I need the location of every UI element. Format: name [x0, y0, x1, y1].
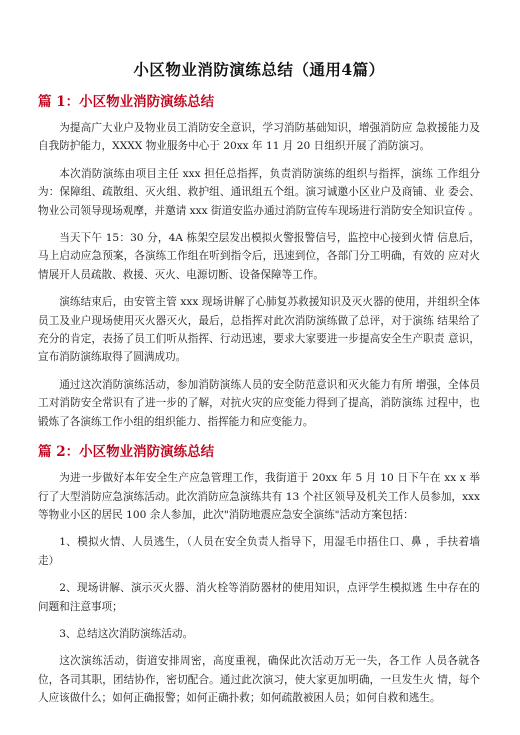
- section-1-paragraph-5: 通过这次消防演练活动，参加消防演练人员的安全防范意识和灭火能力有所 增强，全体员工对消防安全常识有了进一步的了解，对抗火灾的应变能力得到了提高，消防演练 过程中，也锻炼了各演练工作小组的组织能力、指挥能力和应变能力。: [38, 378, 480, 428]
- section-2-paragraph-5: 这次演练活动，街道安排周密，高度重视，确保此次活动万无一失，各工作 人员各就各位，各司其职，团结协作，密切配合。通过此次演习，使大家更加明确，一旦发生火 情，每个人应该做什么；如何正确报警；如何正确扑救；如何疏散被困人员；如何自救和逃生。: [38, 655, 480, 705]
- section-1-heading: 篇 1：小区物业消防演练总结: [38, 94, 215, 110]
- section-2-paragraph-4: 3、总结这次消防演练活动。: [59, 627, 194, 640]
- section-1-paragraph-3: 当天下午 15：30 分，4A 栋架空层发出模拟火警报警信号，监控中心接到火情 信息后，马上启动应急预案，各演练工作组在听到指令后，迅速到位，各部门分工明确，有效的 应对火情展开人员疏散、救援、灭火、电源切断、设备保障等工作。: [38, 232, 480, 281]
- document-title: 小区物业消防演练总结（通用4篇）: [133, 60, 385, 79]
- section-2: [38, 440, 480, 707]
- section-1: [38, 90, 480, 431]
- section-1-paragraph-4: 演练结束后，由安管主管 xxx 现场讲解了心肺复苏救援知识及灭火器的使用，并组织全体员工及业户现场使用灭火器灭火，最后，总指挥对此次消防演练做了总评，对于演练 结果给了充分的肯定，表扬了员工们听从指挥、行动迅速，要求大家要进一步提高安全生产职责 意识，宣布消防演练取得了圆满成功。: [38, 296, 480, 364]
- section-2-paragraph-1: 为进一步做好本年安全生产应急管理工作，我街道于 20xx 年 5 月 10 日下午在 xx x 举行了大型消防应急演练活动。此次消防应急演练共有 13 个社区领导及机关工作人员参加，xxx 等物业小区的居民 100 余人参加，此次"消防地震应急安全演练"活动方案包括：: [38, 472, 480, 521]
- section-1-paragraph-1: 为提高广大业户及物业员工消防安全意识，学习消防基础知识，增强消防应 急救援能力及自我防护能力，XXXX 物业服务中心于 20xx 年 11 月 20 日组织开展了消防演习。: [38, 122, 480, 153]
- section-2-heading: 篇 2：小区物业消防演练总结: [38, 444, 215, 461]
- section-2-paragraph-3: 2、现场讲解、演示灭火器、消火栓等消防器材的使用知识，点评学生模拟逃 生中存在的问题和注意事项；: [38, 582, 480, 613]
- section-2-paragraph-2: 1、模拟火情、人员逃生，（人员在安全负责人指导下，用湿毛巾捂住口、鼻 ，手扶着墙走）: [38, 536, 480, 567]
- section-1-paragraph-2: 本次消防演练由项目主任 xxx 担任总指挥，负责消防演练的组织与指挥，演练 工作组分为：保障组、疏散组、灭火组、救护组、通讯组五个组。演习诚邀小区业户及商铺、业 委会、物业公司领导现场观摩，并邀请 xxx 街道安监办通过消防宣传车现场进行消防安全知识宣传 。: [38, 167, 480, 217]
